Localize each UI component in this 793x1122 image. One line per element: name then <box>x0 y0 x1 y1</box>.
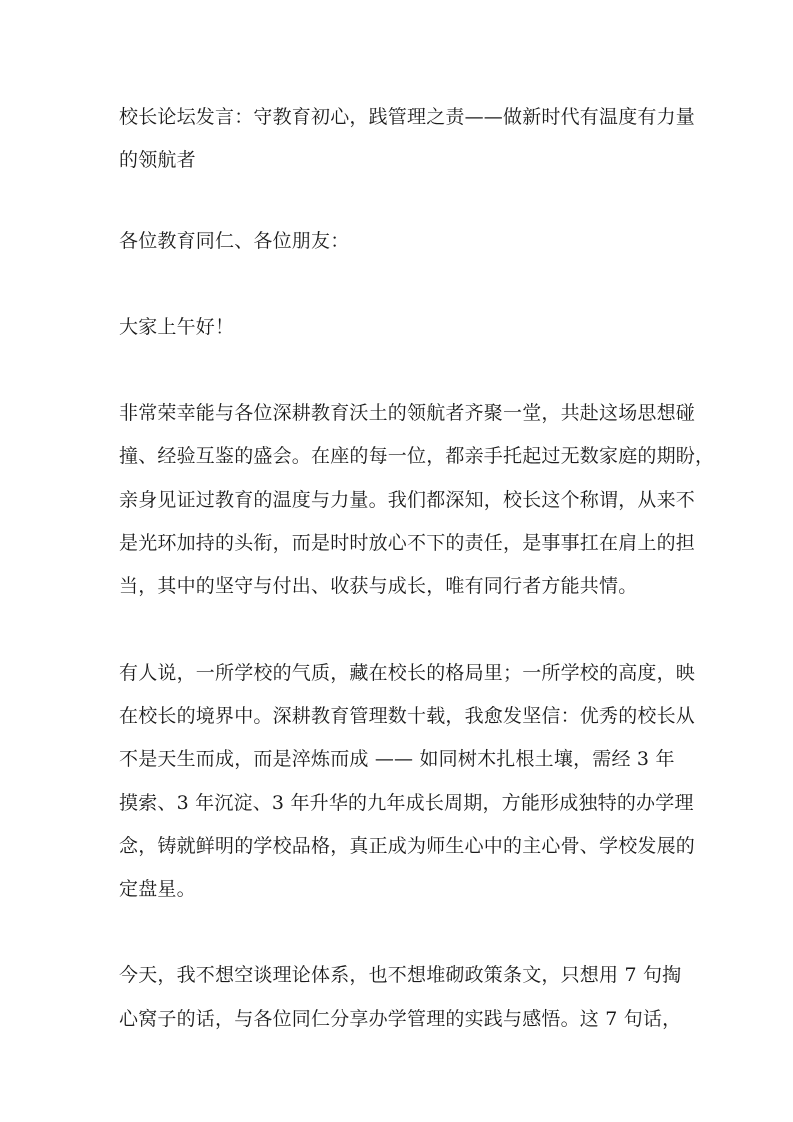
paragraph-2 <box>119 654 699 914</box>
salutation-text: 各位教育同仁、各位朋友： <box>119 229 350 252</box>
paragraph-line: 撞、经验互鉴的盛会。在座的每一位，都亲手托起过无数家庭的期盼， <box>119 445 715 468</box>
paragraph-line: 亲身见证过教育的温度与力量。我们都深知，校长这个称谓，从来不 <box>119 488 696 511</box>
document-page <box>119 98 715 1043</box>
paragraph-line: 当，其中的坚守与付出、收获与成长，唯有同行者方能共情。 <box>119 575 638 598</box>
paragraph-line: 在校长的境界中。深耕教育管理数十载，我愈发坚信：优秀的校长从 <box>119 704 696 727</box>
spacer <box>119 611 699 654</box>
paragraph-line: 今天，我不想空谈理论体系，也不想堆砌政策条文，只想用 7 句掏 <box>119 964 682 987</box>
salutation <box>119 222 699 265</box>
spacer <box>119 265 699 308</box>
paragraph-line: 念，铸就鲜明的学校品格，真正成为师生心中的主心骨、学校发展的 <box>119 834 696 857</box>
title-line-2: 的领航者 <box>119 149 196 172</box>
spacer <box>119 185 699 222</box>
greeting-text: 大家上午好！ <box>119 315 235 338</box>
paragraph-line: 非常荣幸能与各位深耕教育沃土的领航者齐聚一堂，共赴这场思想碰 <box>119 402 696 425</box>
spacer <box>119 351 699 394</box>
paragraph-3 <box>119 956 699 1043</box>
paragraph-line: 有人说，一所学校的气质，藏在校长的格局里；一所学校的高度，映 <box>119 661 696 684</box>
paragraph-1 <box>119 394 715 610</box>
greeting <box>119 308 699 351</box>
paragraph-line: 定盘星。 <box>119 878 196 901</box>
paragraph-line: 是光环加持的头衔，而是时时放心不下的责任，是事事扛在肩上的担 <box>119 532 696 555</box>
spacer <box>119 913 699 956</box>
title-line-1: 校长论坛发言：守教育初心，践管理之责——做新时代有温度有力量 <box>119 106 696 128</box>
paragraph-line: 不是天生而成，而是淬炼而成 —— 如同树木扎根土壤，需经 3 年 <box>119 748 675 771</box>
paragraph-line: 摸索、3 年沉淀、3 年升华的九年成长周期，方能形成独特的办学理 <box>119 791 694 814</box>
document-title <box>119 98 699 185</box>
paragraph-line: 心窝子的话，与各位同仁分享办学管理的实践与感悟。这 7 句话， <box>119 1007 682 1030</box>
